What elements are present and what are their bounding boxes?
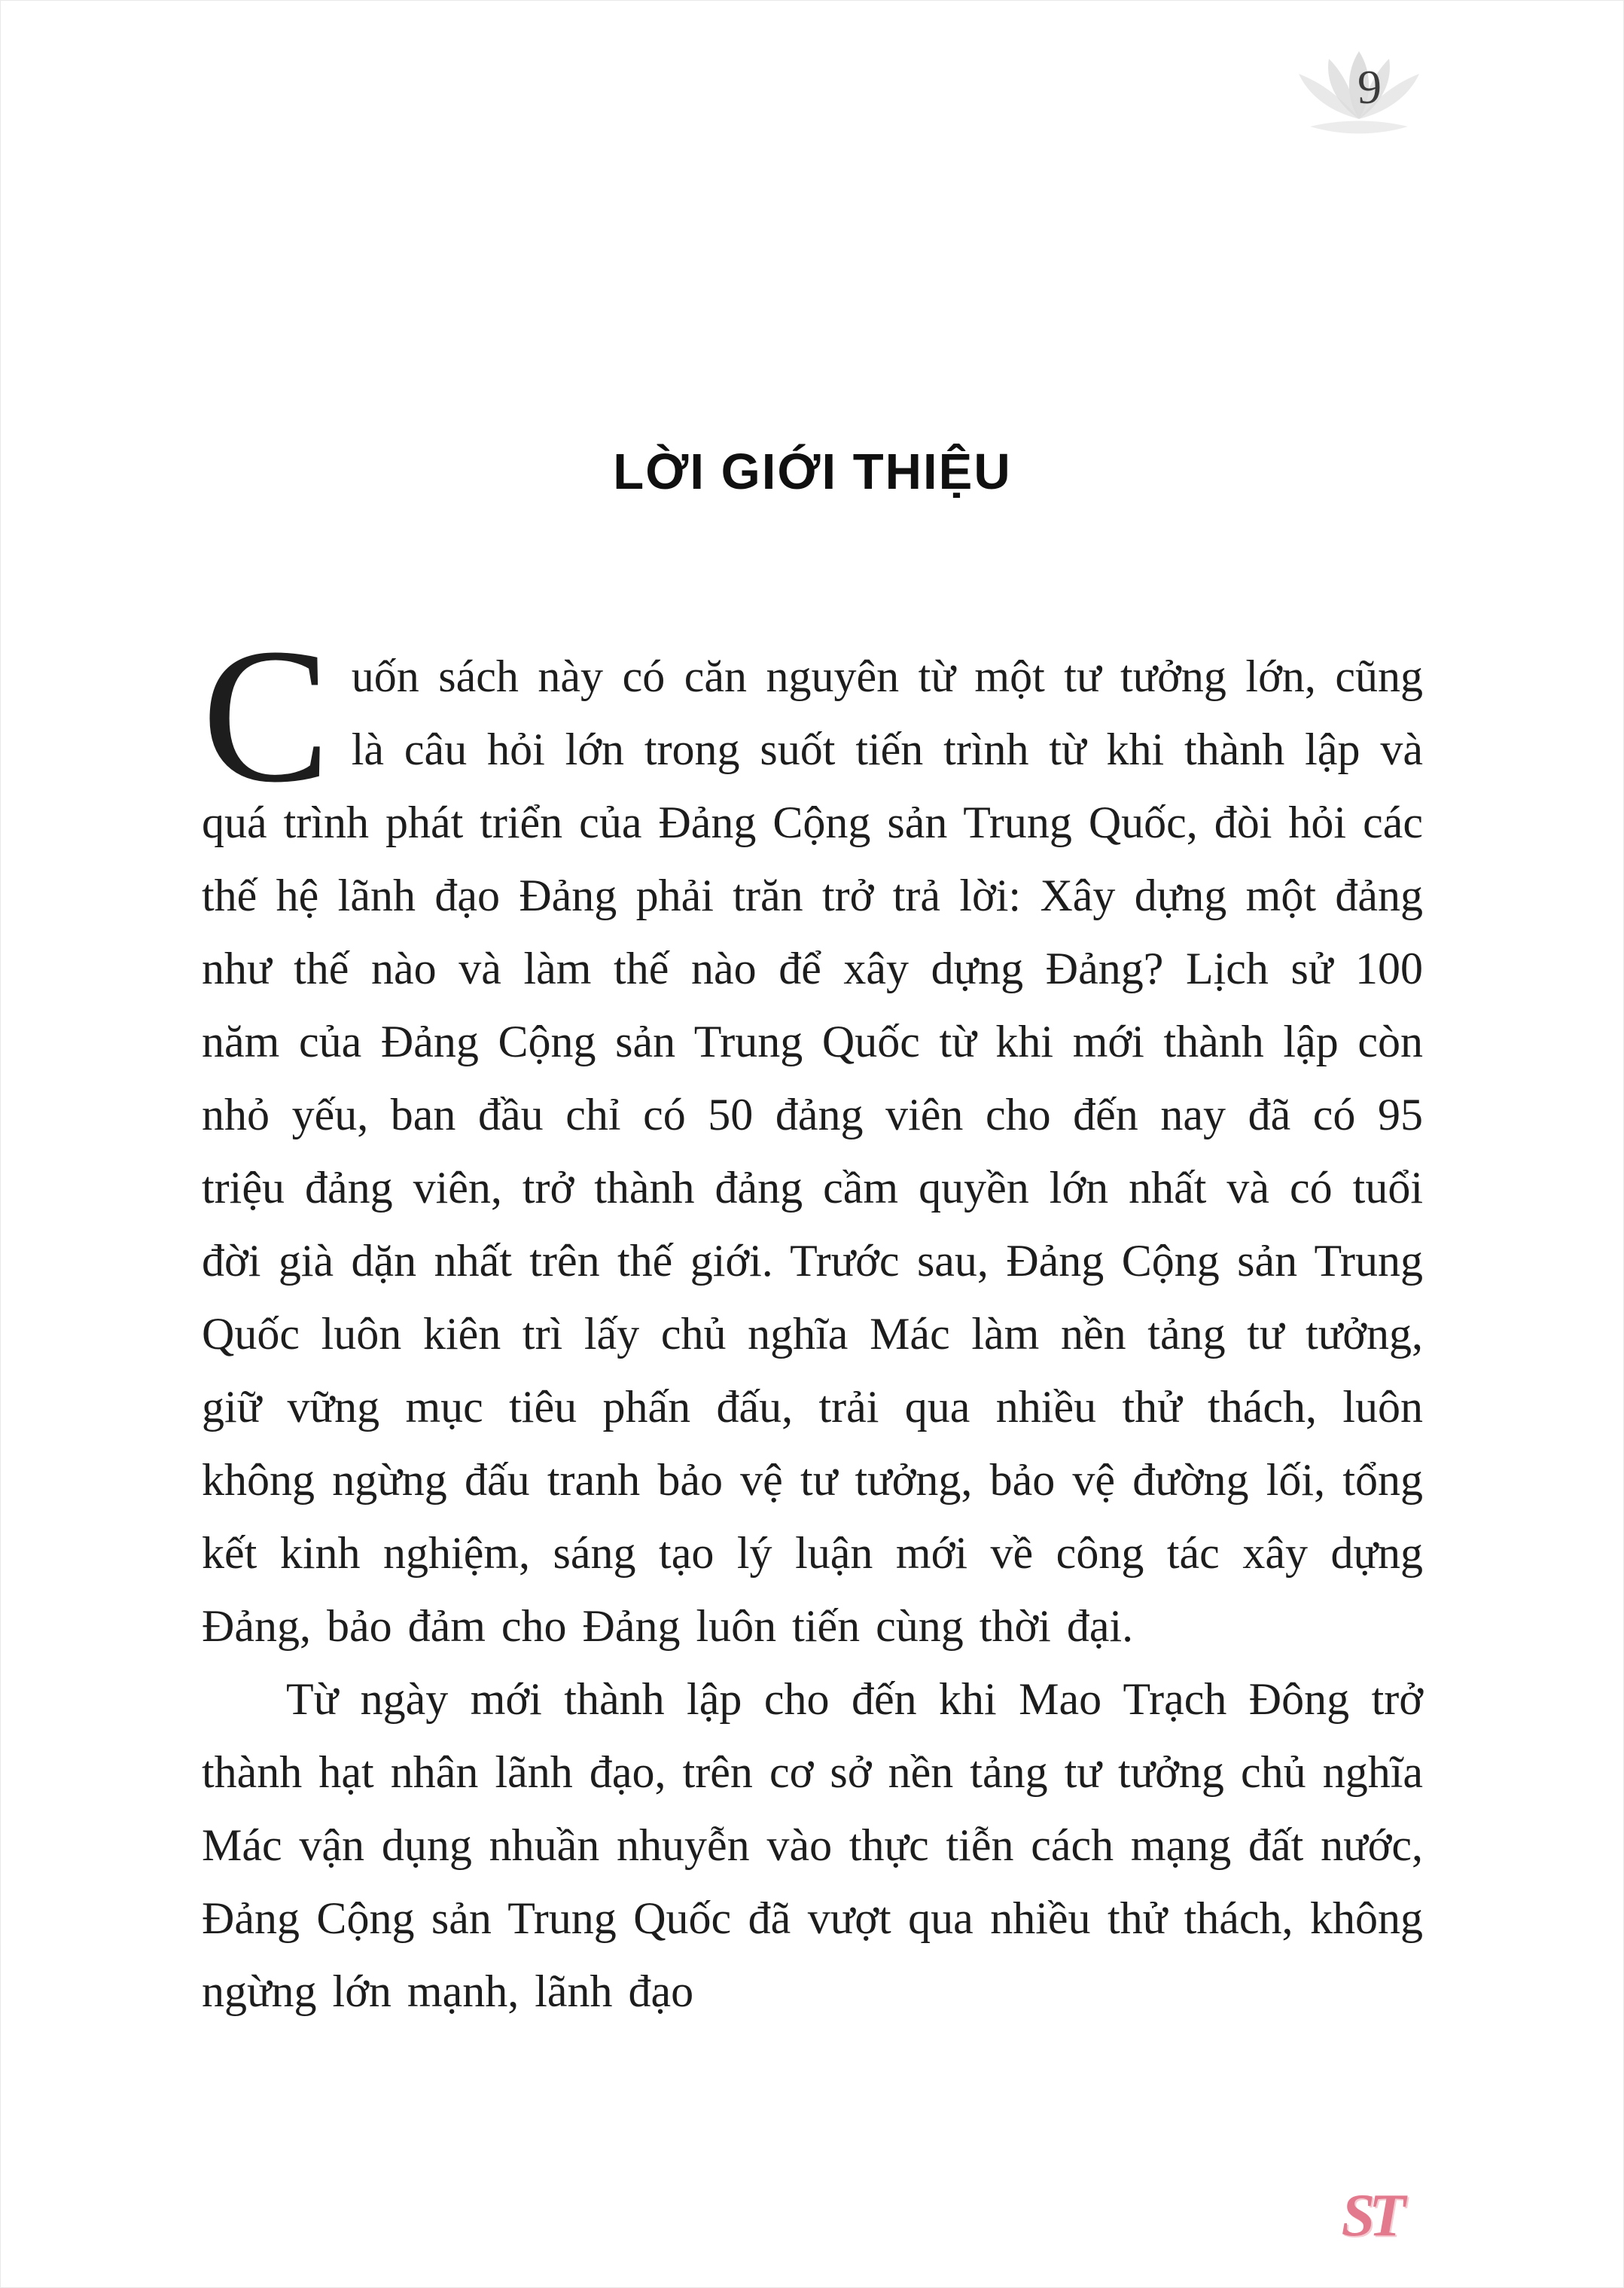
intro-paragraph-2 bbox=[202, 1663, 1423, 2028]
paragraph-2-text: Từ ngày mới thành lập cho đến khi Mao Trạch Đông trở thành hạt nhân lãnh đạo, trên cơ sở nền tảng tư tưởng chủ nghĩa Mác vận dụng nhuần nhuyễn vào thực tiễn cách mạng đất nước, Đảng Cộng sản Trung Quốc đã vượt qua nhiều thử thách, không ngừng lớn mạnh, lãnh đạo bbox=[202, 1674, 1423, 2016]
publisher-logo: ST bbox=[1341, 2183, 1400, 2249]
body-text-column bbox=[202, 609, 1423, 2028]
page-header-corner bbox=[1284, 44, 1434, 142]
intro-paragraph-1 bbox=[202, 609, 1423, 1663]
chapter-title: LỜI GIỚI THIỆU bbox=[613, 444, 1012, 500]
dropcap-letter: C bbox=[202, 609, 331, 822]
paragraph-1-text: uốn sách này có căn nguyên từ một tư tưởng lớn, cũng là câu hỏi lớn trong suốt tiến trình từ khi thành lập và quá trình phát triển của Đảng Cộng sản Trung Quốc, đòi hỏi các thế hệ lãnh đạo Đảng phải trăn trở trả lời: Xây dựng một đảng như thế nào và làm thế nào để xây dựng Đảng? Lịch sử 100 năm của Đảng Cộng sản Trung Quốc từ khi mới thành lập còn nhỏ yếu, ban đầu chỉ có 50 đảng viên cho đến nay đã có 95 triệu đảng viên, trở thành đảng cầm quyền lớn nhất và có tuổi đời già dặn nhất trên thế giới. Trước sau, Đảng Cộng sản Trung Quốc luôn kiên trì lấy chủ nghĩa Mác làm nền tảng tư tưởng, giữ vững mục tiêu phấn đấu, trải qua nhiều thử thách, luôn không ngừng đấu tranh bảo vệ tư tưởng, bảo vệ đường lối, tổng kết kinh nghiệm, sáng tạo lý luận mới về công tác xây dựng Đảng, bảo đảm cho Đảng luôn tiến cùng thời đại. bbox=[202, 651, 1423, 1651]
page-number: 9 bbox=[1357, 60, 1382, 114]
